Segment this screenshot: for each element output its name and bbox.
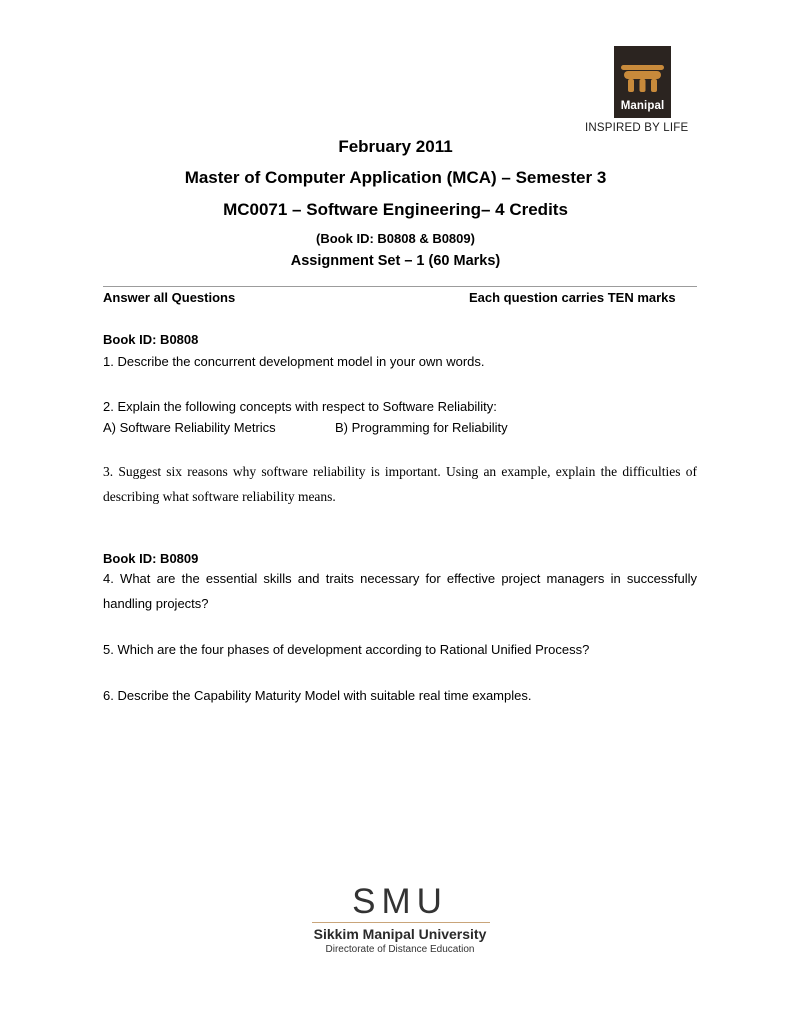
question-5: 5. Which are the four phases of development according to Rational Unified Process? xyxy=(103,642,590,657)
exam-date: February 2011 xyxy=(338,137,453,156)
instruction-right: Each question carries TEN marks xyxy=(469,290,676,305)
manipal-emblem-icon xyxy=(614,46,671,100)
assignment-set: Assignment Set – 1 (60 Marks) xyxy=(290,253,501,269)
instruction-left: Answer all Questions xyxy=(103,290,236,305)
question-3: 3. Suggest six reasons why software reliability is important. Using an example, explain the difficulties of describing what software reliability means. xyxy=(103,464,697,504)
question-2-option-b: B) Programming for Reliability xyxy=(335,420,508,435)
question-6: 6. Describe the Capability Maturity Model with suitable real time examples. xyxy=(103,688,532,703)
university-name: Sikkim Manipal University xyxy=(313,926,487,942)
question-1: 1. Describe the concurrent development model in your own words. xyxy=(103,354,485,369)
manipal-tagline: INSPIRED BY LIFE xyxy=(585,122,689,134)
manipal-logo xyxy=(614,46,671,118)
course-title: MC0071 – Software Engineering– 4 Credits xyxy=(223,200,568,219)
section-heading-b0808: Book ID: B0808 xyxy=(103,332,199,347)
question-4: 4. What are the essential skills and traits necessary for effective project managers in successfully handling projects? xyxy=(103,571,697,611)
smu-logo-divider xyxy=(312,922,490,923)
book-ids: (Book ID: B0808 & B0809) xyxy=(316,231,475,246)
section-heading-b0809: Book ID: B0809 xyxy=(103,551,199,566)
manipal-brand-name: Manipal xyxy=(620,100,665,112)
directorate-name: Directorate of Distance Education xyxy=(325,944,475,955)
question-2-option-a: A) Software Reliability Metrics xyxy=(103,420,276,435)
program-title: Master of Computer Application (MCA) – Semester 3 xyxy=(184,168,607,187)
question-2-intro: 2. Explain the following concepts with respect to Software Reliability: xyxy=(103,399,497,414)
smu-logo: SMU xyxy=(352,882,448,921)
header-divider xyxy=(103,286,697,287)
